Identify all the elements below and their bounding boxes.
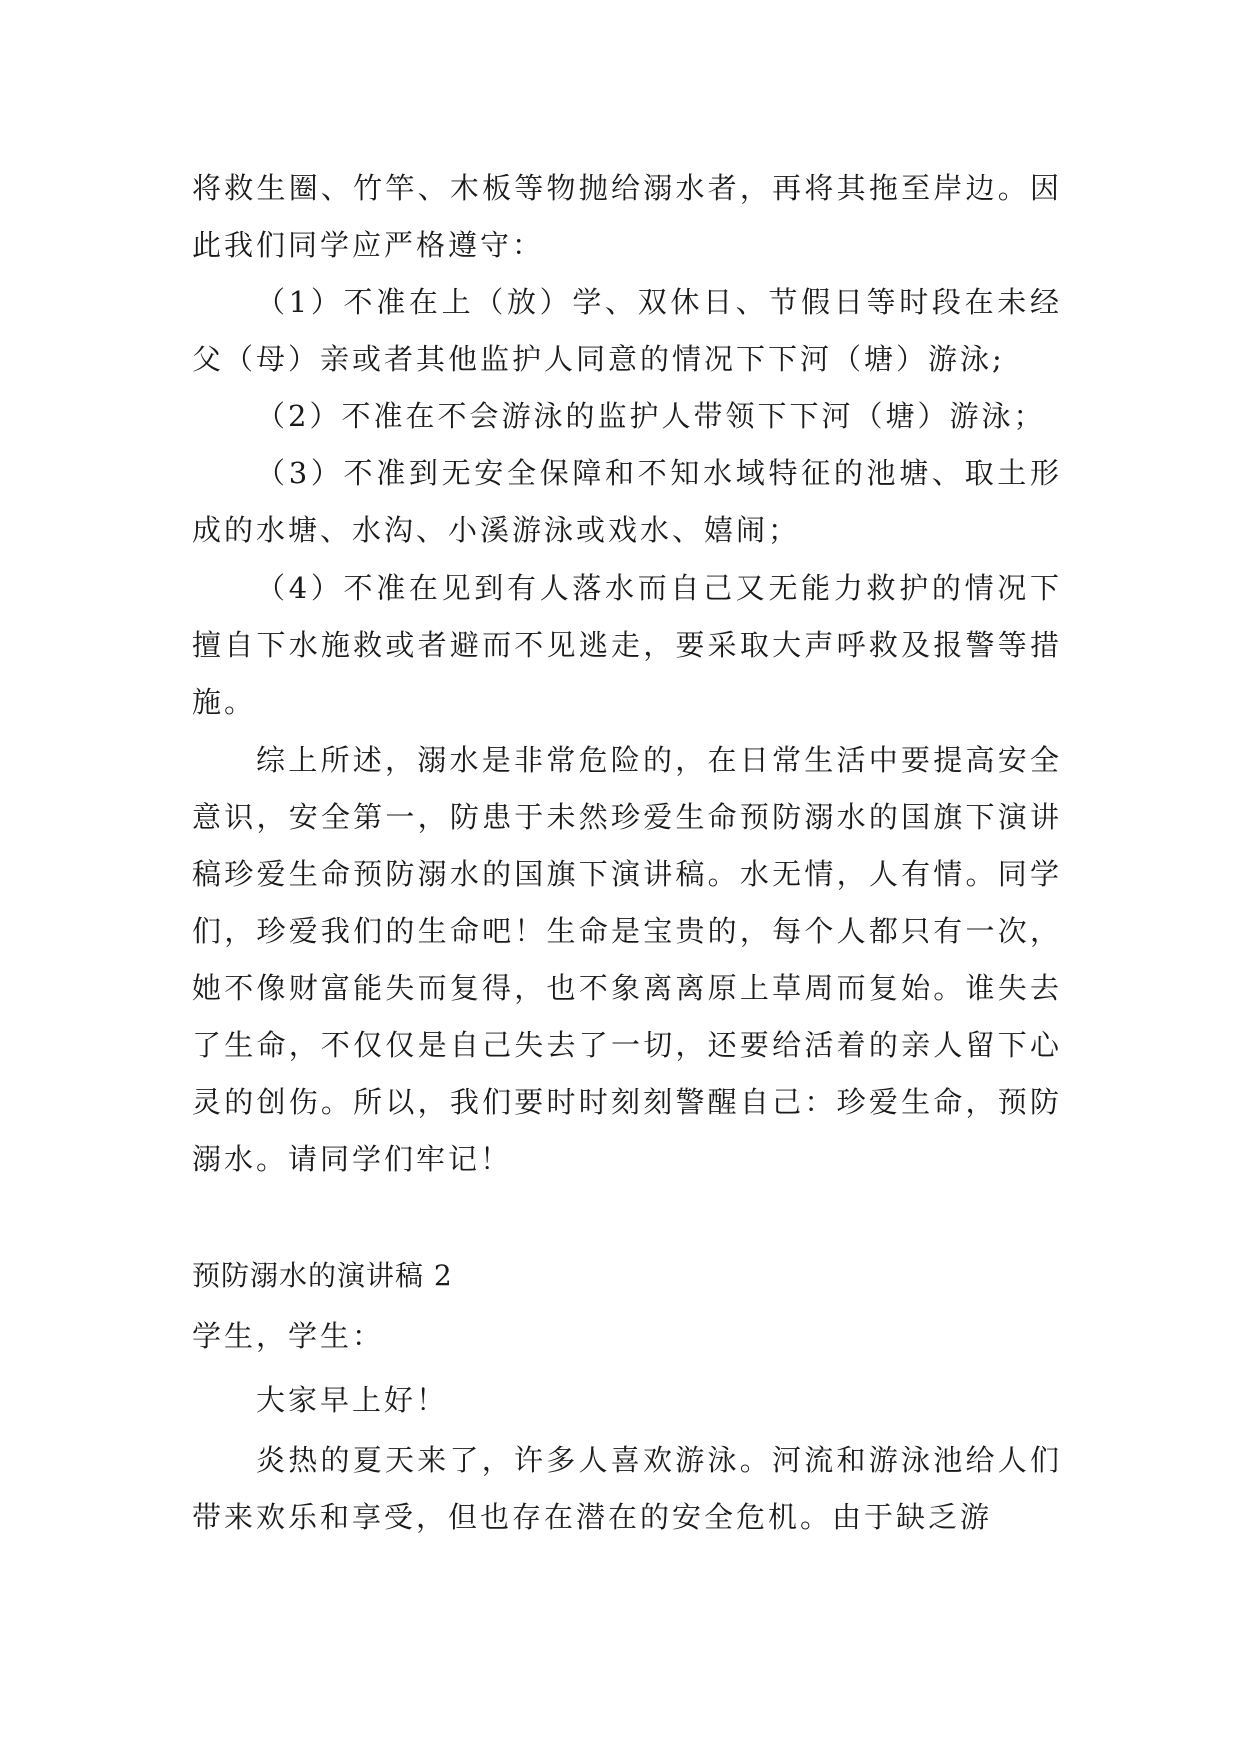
paragraph-rescue-intro: 将救生圈、竹竿、木板等物抛给溺水者，再将其拖至岸边。因此我们同学应严格遵守： xyxy=(192,171,1062,262)
section-title: 预防溺水的演讲稿 2 xyxy=(192,1259,453,1292)
rule-item-3: （3）不准到无安全保障和不知水域特征的池塘、取土形成的水塘、水沟、小溪游泳或戏水、嬉闹； xyxy=(192,456,1062,547)
rule-item-2: （2）不准在不会游泳的监护人带领下下河（塘）游泳； xyxy=(256,399,1046,433)
paragraph-conclusion: 综上所述，溺水是非常危险的，在日常生活中要提高安全意识，安全第一，防患于未然珍爱生命预防溺水的国旗下演讲稿珍爱生命预防溺水的国旗下演讲稿。水无情，人有情。同学们，珍爱我们的生命吧！生命是宝贵的，每个人都只有一次，她不像财富能失而复得，也不象离离原上草周而复始。谁失去了生命，不仅仅是自己失去了一切，还要给活着的亲人留下心灵的创伤。所以，我们要时时刻刻警醒自己：珍爱生命，预防溺水。请同学们牢记！ xyxy=(192,743,1062,1176)
paragraph-summer-intro: 炎热的夏天来了，许多人喜欢游泳。河流和游泳池给人们带来欢乐和享受，但也存在潜在的安全危机。由于缺乏游 xyxy=(192,1443,1062,1534)
greeting: 大家早上好！ xyxy=(256,1383,449,1417)
rule-item-4: （4）不准在见到有人落水而自己又无能力救护的情况下擅自下水施救或者避而不见逃走，要采取大声呼救及报警等措施。 xyxy=(192,571,1062,719)
rule-item-1: （1）不准在上（放）学、双休日、节假日等时段在未经父（母）亲或者其他监护人同意的情况下下河（塘）游泳; xyxy=(192,285,1062,376)
salutation: 学生，学生： xyxy=(192,1319,385,1353)
